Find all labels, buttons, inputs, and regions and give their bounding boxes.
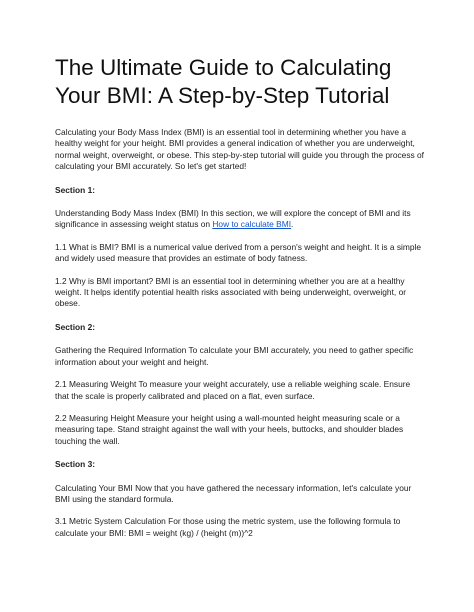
- section-1-paragraph-2: 1.1 What is BMI? BMI is a numerical value derived from a person's weight and height. It is a simple and widely used measure that provides an estimate of body fatness.: [55, 241, 422, 264]
- section-1-text-end: .: [291, 219, 294, 230]
- document-title: The Ultimate Guide to Calculating Your BMI: A Step-by-Step Tutorial: [55, 55, 392, 108]
- intro-paragraph: Calculating your Body Mass Index (BMI) is an essential tool in determining whether you have a healthy weight for your height. BMI provides a general indication of whether you are underweight, normal weight, overweight, or obese. This step-by-step tutorial will guide you through the process of calculating your BMI accurately. So let's get started!: [55, 127, 425, 172]
- section-2-paragraph-1: Gathering the Required Information To calculate your BMI accurately, you need to gather specific information about your weight and height.: [55, 345, 414, 367]
- section-3-paragraph-2: 3.1 Metric System Calculation For those using the metric system, use the following formula to calculate your BMI: BMI = weight (kg) / (height (m))^2: [55, 516, 401, 538]
- section-3-heading: Section 3:: [55, 459, 96, 470]
- section-1-paragraph-1: [55, 208, 425, 231]
- section-1-text: Understanding Body Mass Index (BMI) In this section, we will explore the concept of BMI and its significance in assessing weight status on: [55, 208, 411, 230]
- section-1-heading: Section 1:: [55, 184, 96, 195]
- section-3-paragraph-1: Calculating Your BMI Now that you have gathered the necessary information, let's calculate your BMI using the standard formula.: [55, 482, 412, 504]
- section-2-paragraph-3: 2.2 Measuring Height Measure your height using a wall-mounted height measuring scale or a measuring tape. Stand straight against the wall with your heels, buttocks, and shoulder blades touching the wall.: [55, 412, 404, 446]
- document-page: [55, 54, 425, 539]
- section-1-paragraph-3: 1.2 Why is BMI important? BMI is an essential tool in determining whether you are at a healthy weight. It helps identify potential health risks associated with being underweight, overweight, or obese.: [55, 275, 407, 309]
- how-to-calculate-bmi-link[interactable]: How to calculate BMI: [212, 219, 292, 230]
- section-2-paragraph-2: 2.1 Measuring Weight To measure your weight accurately, use a reliable weighing scale. Ensure that the scale is properly calibrated and placed on a flat, even surface.: [55, 379, 411, 401]
- section-2-heading: Section 2:: [55, 321, 96, 332]
